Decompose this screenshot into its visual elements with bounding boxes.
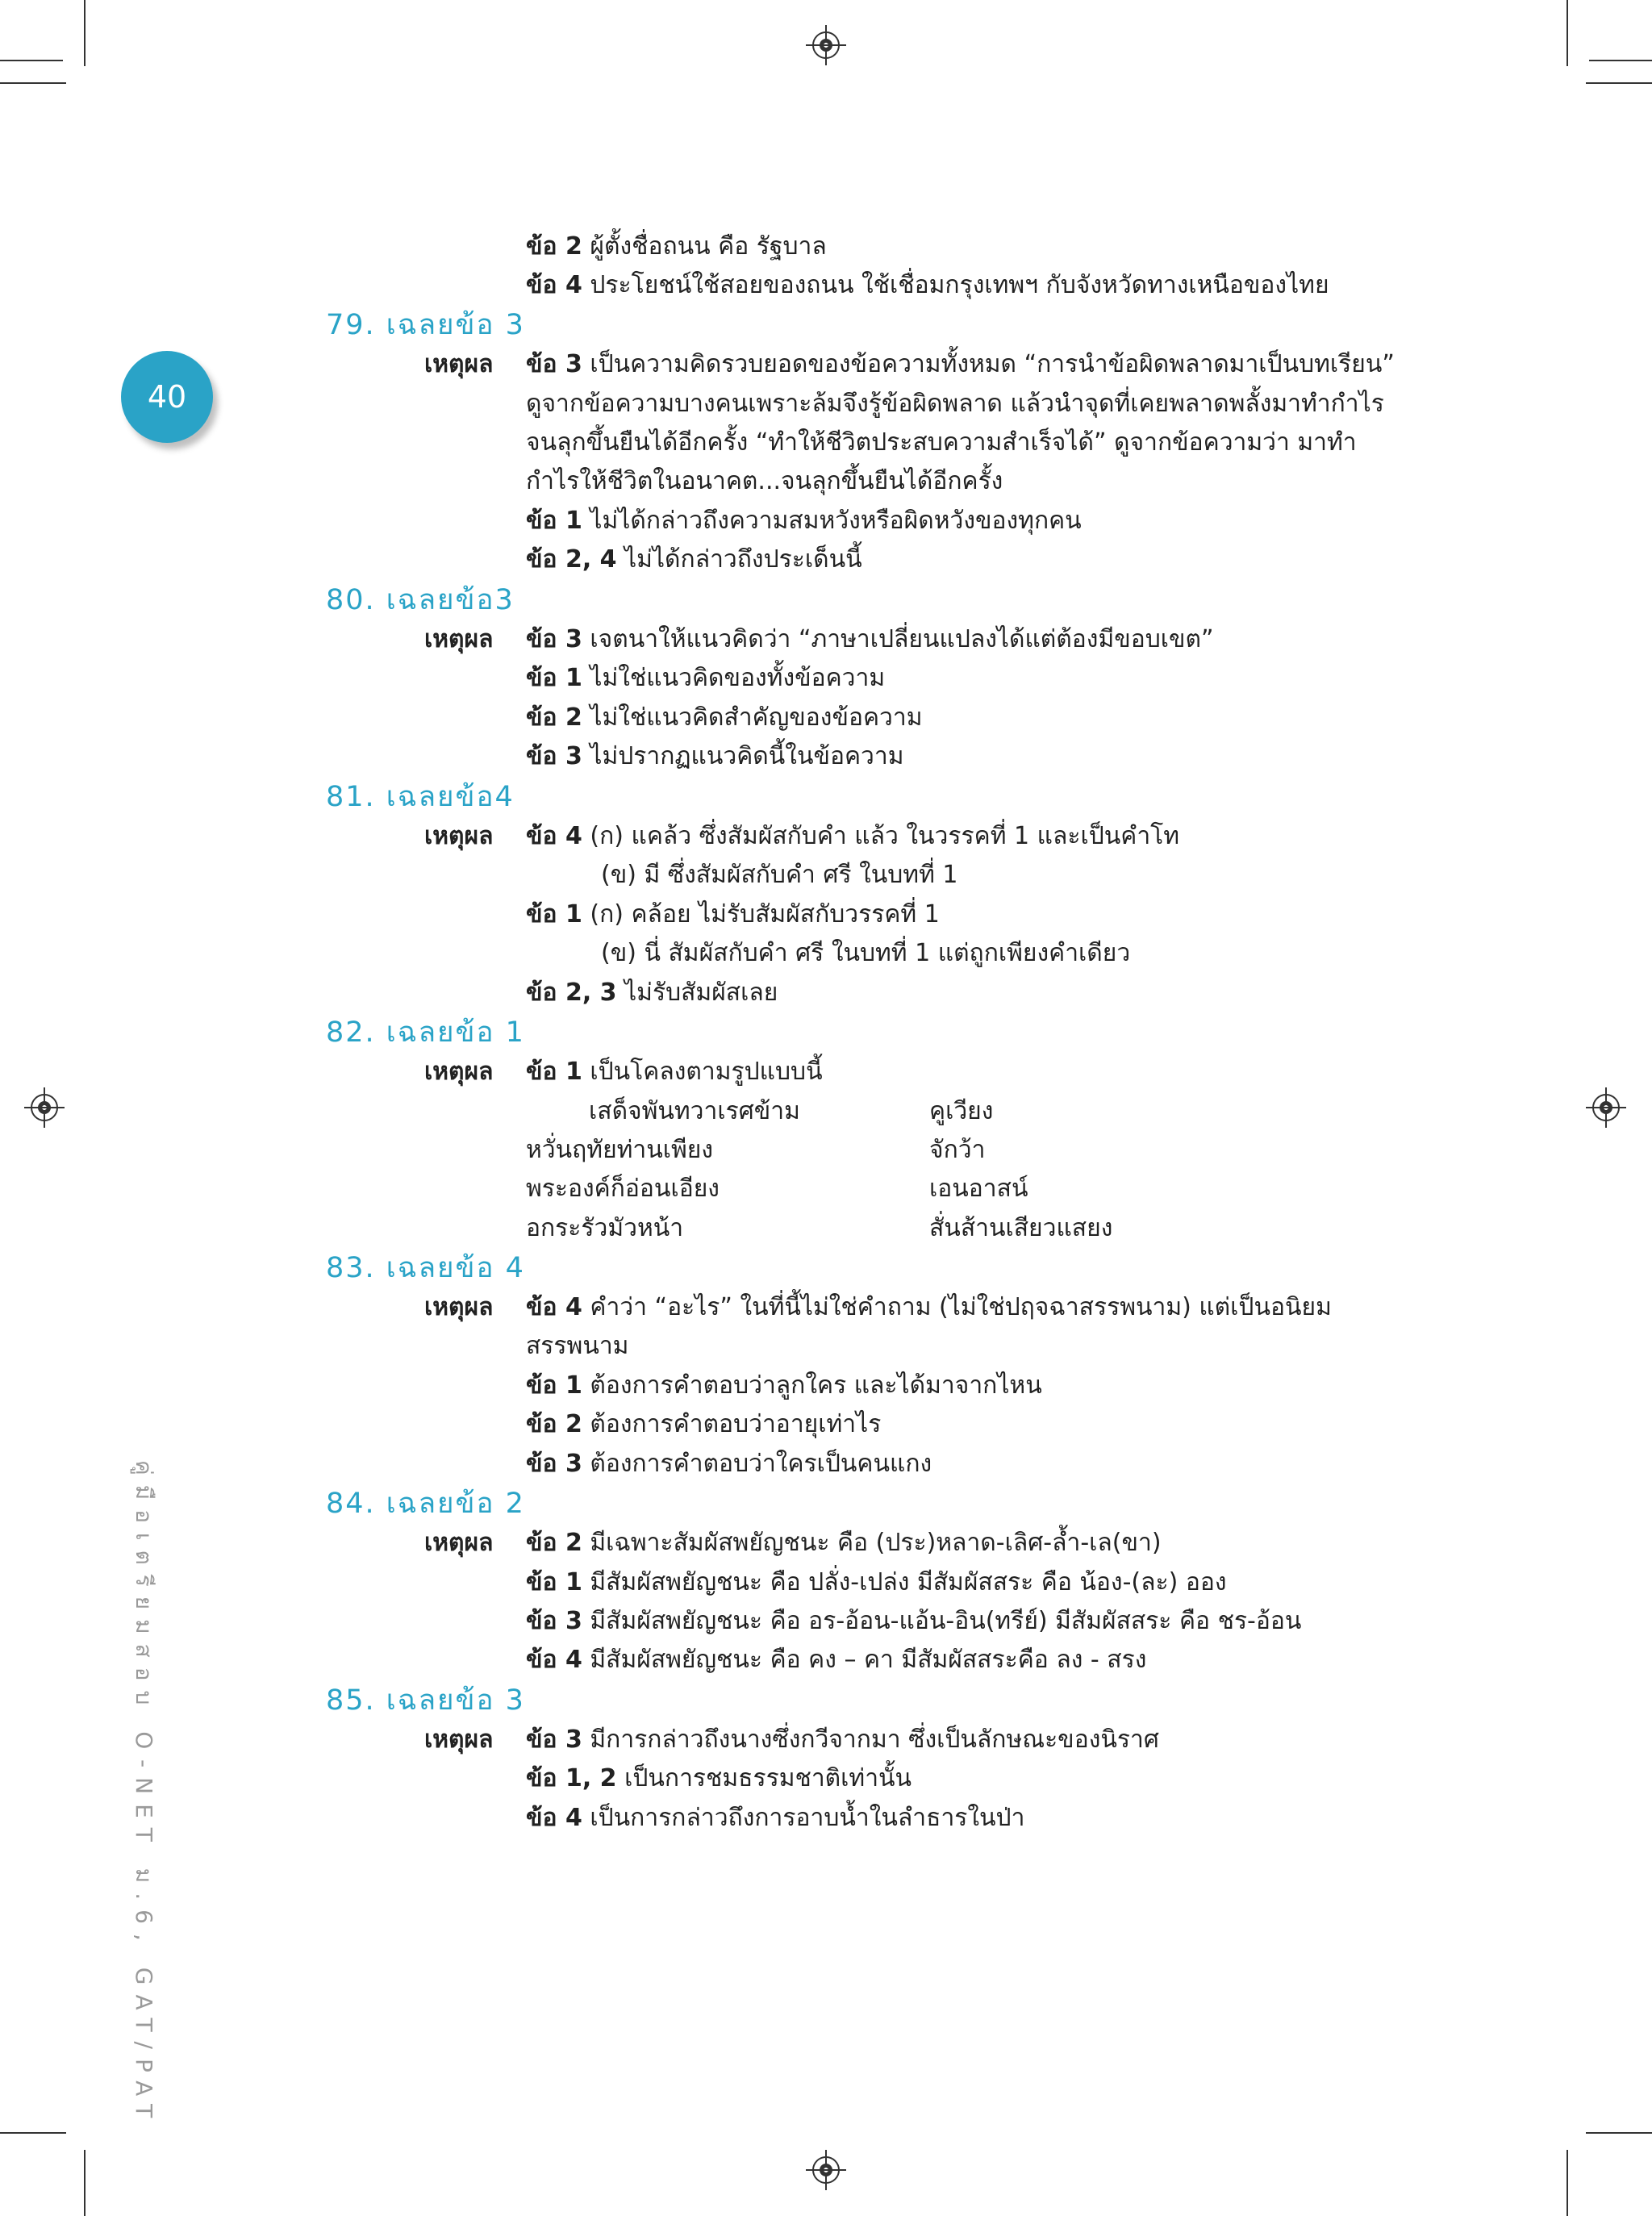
explanation-line: [526, 502, 1082, 540]
explanation-line: [526, 1759, 912, 1798]
explanation-line: [526, 1288, 1332, 1327]
crop-mark: [1589, 60, 1652, 61]
choice-label: ข้อ 4: [526, 822, 582, 850]
explanation-line: [526, 1602, 1301, 1641]
choice-label: ข้อ 1, 2: [526, 1764, 617, 1792]
line-text: (ก) แคล้ว ซึ่งสัมผัสกับคำ แล้ว ในวรรคที่ 1 และเป็นคำโท: [582, 822, 1180, 850]
explanation-line: [526, 1563, 1227, 1602]
explanation-line: [526, 699, 923, 737]
line-text: จนลุกขึ้นยืนได้อีกครั้ง “ทำให้ชีวิตประสบความสำเร็จได้” ดูจากข้อความว่า มาทำ: [526, 428, 1357, 457]
crop-mark: [1586, 2132, 1652, 2134]
explanation-line: [526, 1327, 628, 1366]
choice-label: ข้อ 3: [526, 1450, 582, 1478]
line-text: ประโยชน์ใช้สอยของถนน ใช้เชื่อมกรุงเทพฯ กับจังหวัดทางเหนือของไทย: [582, 271, 1329, 299]
choice-label: ข้อ 3: [526, 1607, 582, 1635]
line-text: สรรพนาม: [526, 1332, 629, 1360]
line-text: ไม่ได้กล่าวถึงประเด็นนี้: [616, 545, 862, 574]
explanation-line: [526, 1367, 1042, 1405]
explanation-line: [526, 540, 862, 579]
explanation-line: [526, 266, 1329, 305]
choice-label: ข้อ 3: [526, 625, 582, 653]
explanation-line: [526, 1799, 1024, 1838]
explanation-line: [526, 817, 1179, 856]
line-text: เจตนาให้แนวคิดว่า “ภาษาเปลี่ยนแปลงได้แต่ต้องมีขอบเขต”: [582, 625, 1214, 653]
line-text: มีการกล่าวถึงนางซึ่งกวีจากมา ซึ่งเป็นลักษณะของนิราศ: [582, 1726, 1159, 1754]
choice-label: ข้อ 1: [526, 1058, 582, 1086]
choice-label: ข้อ 2, 4: [526, 545, 617, 574]
line-text: กำไรให้ชีวิตในอนาคต...จนลุกขึ้นยืนได้อีกครั้ง: [526, 467, 1003, 495]
line-text: ต้องการคำตอบว่าลูกใคร และได้มาจากไหน: [582, 1371, 1042, 1400]
explanation-line: [526, 895, 940, 934]
line-text: เสด็จพันทวาเรศข้าม: [589, 1097, 800, 1125]
explanation-line: [526, 620, 1214, 659]
crop-mark: [1566, 2150, 1568, 2216]
choice-label: ข้อ 2: [526, 703, 582, 732]
answer-heading: 79. เฉลยข้อ 3: [326, 309, 525, 341]
line-text: ไม่ใช่แนวคิดสำคัญของข้อความ: [582, 703, 923, 732]
line-text: เป็นความคิดรวบยอดของข้อความทั้งหมด “การนำข้อผิดพลาดมาเป็นบทเรียน”: [582, 350, 1395, 378]
explanation-line: [526, 1524, 1162, 1563]
choice-label: ข้อ 4: [526, 271, 582, 299]
choice-label: ข้อ 3: [526, 742, 582, 770]
explanation-line: [526, 974, 778, 1012]
line-text: พระองค์ก็อ่อนเอียง: [526, 1175, 720, 1203]
reason-label: เหตุผล: [424, 822, 494, 850]
choice-label: ข้อ 1: [526, 900, 582, 929]
line-text: คูเวียง: [929, 1097, 994, 1125]
choice-label: ข้อ 1: [526, 507, 582, 535]
crop-mark: [1586, 82, 1652, 84]
answer-heading: 85. เฉลยข้อ 3: [326, 1684, 525, 1717]
line-text: (ข) นี่ สัมผัสกับคำ ศรี ในบทที่ 1 แต่ถูกเพียงคำเดียว: [601, 939, 1131, 967]
line-text: ต้องการคำตอบว่าอายุเท่าไร: [582, 1410, 882, 1438]
choice-label: ข้อ 4: [526, 1646, 582, 1674]
line-text: ไม่ปรากฏแนวคิดนี้ในข้อความ: [582, 742, 904, 770]
line-text: มีสัมผัสพยัญชนะ คือ คง – คา มีสัมผัสสระคือ ลง - สรง: [582, 1646, 1147, 1674]
choice-label: ข้อ 2: [526, 1410, 582, 1438]
choice-label: ข้อ 3: [526, 1726, 582, 1754]
explanation-line: [929, 1092, 993, 1131]
line-text: เป็นการกล่าวถึงการอาบน้ำในลำธารในป่า: [582, 1804, 1025, 1832]
line-text: ผู้ตั้งชื่อถนน คือ รัฐบาล: [582, 232, 827, 261]
explanation-line: [526, 1445, 932, 1484]
explanation-line: [526, 345, 1395, 384]
choice-label: ข้อ 1: [526, 664, 582, 692]
registration-mark-icon: [31, 1094, 58, 1121]
answer-heading: 81. เฉลยข้อ4: [326, 781, 515, 813]
crop-mark: [0, 2132, 66, 2134]
line-text: มีเฉพาะสัมผัสพยัญชนะ คือ (ประ)หลาด-เลิศ-ล้ำ-เล(ขา): [582, 1529, 1162, 1557]
choice-label: ข้อ 2: [526, 232, 582, 261]
line-text: เอนอาสน์: [929, 1175, 1028, 1203]
choice-label: ข้อ 4: [526, 1293, 582, 1321]
line-text: มีสัมผัสพยัญชนะ คือ อร-อ้อน-แอ้น-อิน(ทรีย์) มีสัมผัสสระ คือ ชร-อ้อน: [582, 1607, 1302, 1635]
explanation-line: [526, 1053, 823, 1091]
answer-heading: 80. เฉลยข้อ3: [326, 584, 515, 616]
reason-label: เหตุผล: [424, 1726, 494, 1754]
line-text: จักว้า: [929, 1136, 986, 1164]
explanation-line: [589, 1092, 800, 1131]
crop-mark: [0, 82, 66, 84]
choice-label: ข้อ 1: [526, 1371, 582, 1400]
line-text: ดูจากข้อความบางคนเพราะล้มจึงรู้ข้อผิดพลาด แล้วนำจุดที่เคยพลาดพลั้งมาทำกำไร: [526, 390, 1384, 418]
line-text: คำว่า “อะไร” ในที่นี้ไม่ใช่คำถาม (ไม่ใช่ปฤจฉาสรรพนาม) แต่เป็นอนิยม: [582, 1293, 1332, 1321]
reason-label: เหตุผล: [424, 1529, 494, 1557]
explanation-line: [526, 737, 904, 776]
explanation-line: [526, 227, 827, 266]
explanation-line: [929, 1209, 1112, 1248]
crop-mark: [1566, 0, 1568, 66]
page-number-badge: [121, 351, 213, 443]
choice-label: ข้อ 2, 3: [526, 979, 617, 1007]
answer-heading: 84. เฉลยข้อ 2: [326, 1488, 525, 1520]
registration-mark-icon: [812, 2156, 840, 2184]
explanation-line: [929, 1131, 985, 1170]
explanation-line: [929, 1170, 1028, 1208]
choice-label: ข้อ 4: [526, 1804, 582, 1832]
choice-label: ข้อ 3: [526, 350, 582, 378]
line-text: มีสัมผัสพยัญชนะ คือ ปลั่ง-เปล่ง มีสัมผัสสระ คือ น้อง-(ละ) ออง: [582, 1568, 1227, 1596]
registration-mark-icon: [812, 31, 840, 59]
answer-heading: 82. เฉลยข้อ 1: [326, 1016, 525, 1049]
crop-mark: [84, 0, 86, 66]
line-text: เป็นโคลงตามรูปแบบนี้: [582, 1058, 823, 1086]
line-text: ต้องการคำตอบว่าใครเป็นคนแกง: [582, 1450, 932, 1478]
registration-mark-icon: [1592, 1094, 1620, 1121]
explanation-line: [526, 1170, 720, 1208]
answer-heading: 83. เฉลยข้อ 4: [326, 1252, 525, 1284]
explanation-line: [526, 1131, 713, 1170]
reason-label: เหตุผล: [424, 625, 494, 653]
choice-label: ข้อ 2: [526, 1529, 582, 1557]
line-text: (ก) คล้อย ไม่รับสัมผัสกับวรรคที่ 1: [582, 900, 940, 929]
line-text: สั่นส้านเสียวแสยง: [929, 1214, 1113, 1242]
reason-label: เหตุผล: [424, 1058, 494, 1086]
explanation-line: [526, 424, 1357, 462]
explanation-line: [526, 385, 1384, 424]
line-text: หวั่นฤทัยท่านเพียง: [526, 1136, 714, 1164]
reason-label: เหตุผล: [424, 350, 494, 378]
explanation-line: [526, 1721, 1159, 1759]
explanation-line: [526, 1405, 881, 1444]
line-text: ไม่รับสัมผัสเลย: [616, 979, 778, 1007]
line-text: ไม่ได้กล่าวถึงความสมหวังหรือผิดหวังของทุกคน: [582, 507, 1082, 535]
explanation-line: [601, 856, 957, 895]
crop-mark: [84, 2150, 86, 2216]
line-text: อกระรัวมัวหน้า: [526, 1214, 684, 1242]
page-number: 40: [147, 379, 187, 415]
reason-label: เหตุผล: [424, 1293, 494, 1321]
side-book-title: คู่มือเตรียมสอบ O-NET ม.6, GAT/PAT: [131, 1460, 157, 2128]
explanation-line: [601, 934, 1130, 973]
choice-label: ข้อ 1: [526, 1568, 582, 1596]
line-text: (ข) มี ซึ่งสัมผัสกับคำ ศรี ในบทที่ 1: [601, 861, 958, 889]
explanation-line: [526, 659, 885, 698]
explanation-line: [526, 1209, 683, 1248]
explanation-line: [526, 462, 1003, 501]
line-text: ไม่ใช่แนวคิดของทั้งข้อความ: [582, 664, 886, 692]
explanation-line: [526, 1641, 1146, 1680]
crop-mark: [0, 60, 63, 61]
line-text: เป็นการชมธรรมชาติเท่านั้น: [616, 1764, 912, 1792]
